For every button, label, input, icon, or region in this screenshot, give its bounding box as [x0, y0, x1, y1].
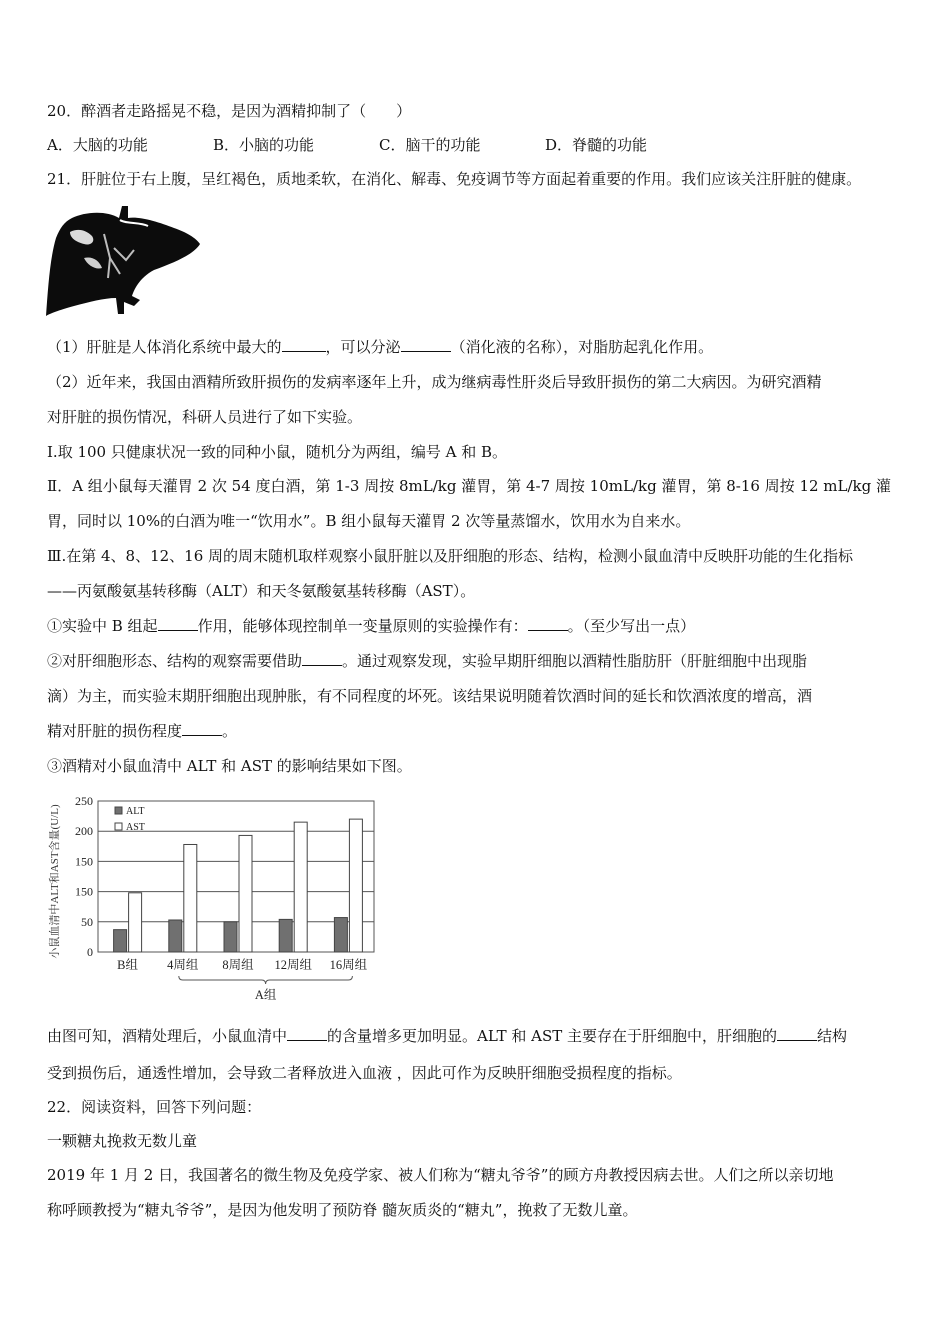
q22-paragraph-line1: 2019 年 1 月 2 日，我国著名的微生物及免疫学家、被人们称为“糖丸爷爷”的顾方舟教授因病去世。人们之所以亲切地 [47, 1166, 834, 1184]
q21-sub1 [47, 616, 695, 636]
x-tick-label: 16周组 [329, 958, 368, 972]
liver-icon [44, 198, 202, 318]
bar-ast [129, 893, 142, 952]
q21-sub2-text-d: 。 [222, 722, 238, 740]
q21-sub1-text-b: 作用，能够体现控制单一变量原则的实验操作有： [197, 617, 528, 635]
legend-label-alt: ALT [126, 806, 145, 817]
liver-illustration [44, 198, 202, 318]
q20-option-d: D．脊髓的功能 [545, 136, 648, 154]
bar-alt [334, 918, 347, 952]
answer-blank-enzyme[interactable] [287, 1026, 327, 1041]
bar-ast [349, 819, 362, 952]
q21-step2-line1: Ⅱ．A 组小鼠每天灌胃 2 次 54 度白酒，第 1-3 周按 8mL/kg 灌胃，第 4-7 周按 10mL/kg 灌胃，第 8-16 周按 12 mL/kg 灌 [47, 477, 892, 495]
q21-intro: 21．肝脏位于右上腹，呈红褐色，质地柔软，在消化、解毒、免疫调节等方面起着重要的作用。我们应该关注肝脏的健康。 [47, 170, 862, 188]
bar-ast [184, 844, 197, 952]
q21-part1-text-b: ，可以分泌 [325, 338, 401, 356]
q22-paragraph-line2: 称呼顾教授为“糖丸爷爷”，是因为他发明了预防脊 髓灰质炎的“糖丸”，挽救了无数儿童。 [47, 1201, 638, 1219]
y-tick-label: 250 [75, 794, 93, 808]
y-tick-label: 150 [75, 884, 93, 899]
q21-sub2-text-b: 。通过观察发现，实验早期肝细胞以酒精性脂肪肝（肝脏细胞中出现脂 [342, 652, 808, 670]
q21-part2-line1: （2）近年来，我国由酒精所致肝损伤的发病率逐年上升，成为继病毒性肝炎后导致肝损伤的第二大病因。为研究酒精 [47, 373, 822, 391]
q21-concl-text-a: 由图可知，酒精处理后，小鼠血清中 [47, 1027, 288, 1045]
x-tick-label: 4周组 [167, 958, 199, 972]
y-tick-label: 150 [75, 854, 93, 869]
alt-ast-bar-chart [44, 790, 384, 1005]
bar-alt [114, 930, 127, 952]
y-axis-label: 小鼠血清中ALT和AST含量(U/L) [49, 804, 61, 959]
answer-blank-largest-gland[interactable] [282, 337, 326, 352]
q21-step2-line2: 胃，同时以 10%的白酒为唯一“饮用水”。B 组小鼠每天灌胃 2 次等量蒸馏水，饮用水为自来水。 [47, 512, 691, 530]
q21-part1-text-a: （1）肝脏是人体消化系统中最大的 [47, 338, 282, 356]
answer-blank-cell-structure[interactable] [777, 1026, 817, 1041]
group-bracket [179, 976, 353, 984]
bar-ast [239, 835, 252, 952]
bar-chart-svg [44, 790, 384, 1005]
q20-option-c: C．脑干的功能 [379, 136, 481, 154]
bar-alt [169, 920, 182, 952]
bar-alt [279, 919, 292, 952]
q21-sub2-text-c: 精对肝脏的损伤程度 [47, 722, 183, 740]
y-tick-label: 50 [81, 914, 93, 929]
y-tick-label: 0 [87, 945, 93, 959]
answer-blank-digestive-juice[interactable] [401, 337, 451, 352]
q20-options [47, 135, 647, 155]
q21-conclusion-line1 [47, 1026, 847, 1046]
q21-conclusion-line2: 受到损伤后，通透性增加，会导致二者释放进入血液 ，因此可作为反映肝细胞受损程度的指标。 [47, 1064, 682, 1082]
y-tick-label: 200 [75, 824, 93, 839]
legend-swatch-ast [115, 823, 122, 830]
q22-stem: 22．阅读资料，回答下列问题： [47, 1098, 262, 1116]
x-tick-label: 12周组 [274, 958, 312, 972]
q20-option-a: A．大脑的功能 [47, 136, 148, 154]
q21-part2-line2: 对肝脏的损伤情况，科研人员进行了如下实验。 [47, 408, 363, 426]
legend-label-ast: AST [126, 822, 145, 833]
q21-sub2-line1 [47, 651, 807, 671]
answer-blank-b-group-role[interactable] [158, 616, 198, 631]
q21-sub2-line3 [47, 721, 237, 741]
q21-sub1-text-a: ①实验中 B 组起 [47, 617, 158, 635]
q21-concl-text-b: 的含量增多更加明显。ALT 和 AST 主要存在于肝细胞中，肝细胞的 [327, 1027, 778, 1045]
q21-sub2-text-a: ②对肝细胞形态、结构的观察需要借助 [47, 652, 303, 670]
answer-blank-single-variable[interactable] [528, 616, 568, 631]
group-bracket-label: A组 [254, 988, 277, 1002]
legend-swatch-alt [115, 807, 122, 814]
q21-sub1-text-c: 。（至少写出一点） [567, 617, 696, 635]
x-tick-label: 8周组 [222, 958, 254, 972]
q21-sub3: ③酒精对小鼠血清中 ALT 和 AST 的影响结果如下图。 [47, 757, 412, 775]
q22-title: 一颗糖丸挽救无数儿童 [47, 1132, 198, 1150]
q20-option-b: B．小脑的功能 [213, 136, 315, 154]
q20-stem: 20．醉酒者走路摇晃不稳，是因为酒精抑制了（ ） [47, 102, 412, 120]
q21-sub2-line2: 滴）为主，而实验末期肝细胞出现肿胀，有不同程度的坏死。该结果说明随着饮酒时间的延长和饮酒浓度的增高，酒 [47, 687, 813, 705]
q21-step3-line1: Ⅲ.在第 4、8、12、16 周的周末随机取样观察小鼠肝脏以及肝细胞的形态、结构，检测小鼠血清中反映肝功能的生化指标 [47, 547, 854, 565]
bar-ast [294, 822, 307, 952]
answer-blank-observation-tool[interactable] [302, 651, 342, 666]
x-tick-label: B组 [117, 958, 139, 972]
answer-blank-damage-degree[interactable] [182, 721, 222, 736]
bar-alt [224, 922, 237, 952]
q21-step3-line2: ——丙氨酸氨基转移酶（ALT）和天冬氨酸氨基转移酶（AST）。 [47, 582, 476, 600]
q21-part1-text-c: （消化液的名称），对脂肪起乳化作用。 [450, 338, 714, 356]
q21-part1 [47, 337, 713, 357]
q21-concl-text-c: 结构 [817, 1027, 848, 1045]
q21-step1: Ⅰ.取 100 只健康状况一致的同种小鼠，随机分为两组，编号 A 和 B。 [47, 443, 508, 461]
